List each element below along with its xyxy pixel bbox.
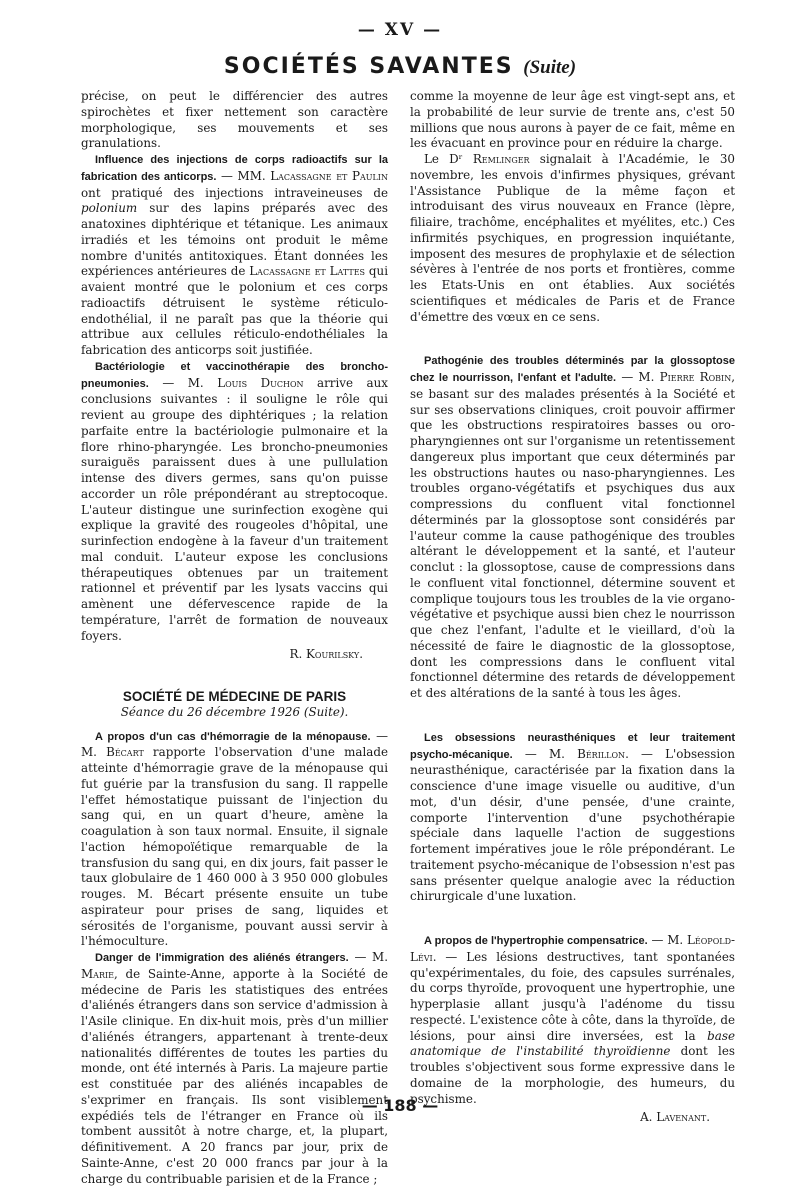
title-text: SOCIÉTÉS SAVANTES <box>223 54 514 79</box>
right-column <box>410 89 735 1126</box>
page-number: — 188 — <box>361 1096 439 1115</box>
article-glossoptose: Pathogénie des troubles déterminés par la glossoptose chez le nourrisson, l'enfant et l'adulte. — M. Pierre Robin, se basant sur des malades présentés à la Société et sur ses observations cliniques, croit pouvoir affirmer que les obstructions respiratoires basses ou oro-pharyngiennes ont sur l'organisme un retentissement dangereux plus important que ceux déterminés par les obstructions hautes ou naso-pharyngiennes. Les troubles organo-végétatifs et psychiques dus aux compressions du confluent vital fonctionnel déterminés par la glossoptose sont considérés par l'auteur comme la cause pathogénique des troubles altérant le développement et la santé, et l'auteur conclut : la glossoptose, cause de compressions dans le confluent vital fonctionnel, détermine souvent et complique toujours tous les troubles de la vie organo-végétative et psychique aussi bien chez le nourrisson que chez l'enfant, l'adulte et le vieillard, d'où la nécessité de faire le diagnostic de la glossoptose, dont les compressions dans le confluent vital fonctionnel détermine des retards de développement et des altérations de la santé à tous les âges. <box>410 355 736 700</box>
article-author: Remlinger <box>472 152 530 166</box>
article-author: Marie <box>81 966 114 981</box>
continued-paragraph: précise, on peut le différencier des autres spirochètes et fixer nettement son caractère morphologique, ses mouvements et ses granulations. <box>81 89 388 151</box>
article-heading: Bactériologie et vaccinothérapie des broncho-pneumonies. <box>81 360 388 390</box>
article-heading: Les obsessions neurasthéniques et leur traitement psycho-mécanique. <box>410 731 735 761</box>
continued-paragraph: comme la moyenne de leur âge est vingt-sept ans, et la probabilité de leur survie de trente ans, c'est 50 millions que nous aurons à payer de ce fait, même en les évacuant en province pour en réduire la charge. <box>410 89 735 151</box>
article-obsessions: Les obsessions neurasthéniques et leur traitement psycho-mécanique. — M. Bérillon. — L'obsession neurasthénique, caractérisée par la fixation dans la conscience d'une image visuelle ou auditive, d'un mot, d'un désir, d'une pensée, d'une crainte, comporte l'intervention d'une psychothérapie spéciale dans laquelle l'action de suggestions fortement impératives joue le rôle prépondérant. Le traitement psycho-mécanique de l'obsession n'est pas sans présenter quelque analogie avec la réduction chirurgicale d'une luxation. <box>410 731 735 904</box>
page-title <box>0 54 800 79</box>
article-immigration: Danger de l'immigration des aliénés étrangers. — M. Marie, de Sainte-Anne, apporte à la Société de médecine de Paris les statistiques des entrées d'aliénés étrangers dans son service d'admission à l'Asile clinique. En dix-huit mois, près d'un millier d'aliénés étrangers, appartenant à trente-deux nationalités différentes de toutes les parties du monde, ont été internés à Paris. La majeure partie est constituée par des aliénés incapables de s'exprimer en français. Ils sont visiblement expédiés tels de l'étranger en France où ils tombent aussitôt à notre charge, et, la plupart, définitivement. A 20 francs par jour, prix de Sainte-Anne, c'est 20 000 francs par jour à la charge du contribuable parisien et de la France ; <box>81 950 388 1186</box>
signature-lavenant: A. Lavenant. <box>640 1110 710 1125</box>
article-heading: Pathogénie des troubles déterminés par la glossoptose chez le nourrisson, l'enfant et l'adulte. <box>410 355 735 384</box>
paragraph-remlinger: Le Dʳ Remlinger signalait à l'Académie, le 30 novembre, les envois d'infirmes physiques, grévant l'Assistance Publique de la même façon et introduisant des virus nouveaux en France (lèpre, filiaire, trachôme, encéphalites et myélites, etc.) Ces infirmités psychiques, en progression inquiétante, imposent des mesures de prophylaxie et de sélection sévères à l'entrée de nos ports et frontières, comme les Etats-Unis en ont établies. Aux sociétés scientifiques et médicales de Paris et de France d'émettre des vœux en ce sens. <box>410 152 735 324</box>
title-suffix: (Suite) <box>523 57 577 78</box>
article-author: Pierre Robin <box>659 370 732 384</box>
article-author: Lacassagne et Paulin <box>270 168 388 183</box>
article-hypertrophie: A propos de l'hypertrophie compensatrice. — M. Léopold-Lévi. — Les lésions destructives, tant spontanées qu'expérimentales, du foie, des capsules surrénales, du corps thyroïde, provoquent une hypertrophie, une hyperplasie allant jusqu'à l'adénome du tissu respecté. L'existence côte à côte, dans la thyroïde, de lésions, pour ainsi dire inversées, est la base anatomique de l'instabilité thyroïdienne dont les troubles s'objectivent sous forme expressive dans le domaine de la morphologie, des humeurs, du psychisme. <box>410 933 735 1106</box>
article-author: Léopold-Lévi <box>410 933 735 964</box>
article-heading: Influence des injections de corps radioactifs sur la fabrication des anticorps. <box>81 154 388 183</box>
section-title: SOCIÉTÉ DE MÉDECINE DE PARIS <box>122 689 347 704</box>
signature-kourilsky: R. Kourilsky. <box>289 647 363 662</box>
section-subtitle: Séance du 26 décembre 1926 (Suite). <box>120 704 349 719</box>
article-heading: Danger de l'immigration des aliénés étrangers. <box>95 952 349 964</box>
article-broncho-pneumonies: Bactériologie et vaccinothérapie des broncho-pneumonies. — M. Louis Duchon arrive aux conclusions suivantes : il souligne le rôle qui revient au groupe des diphtériques ; la relation parfaite entre la bactériologie pulmonaire et la flore rhino-pharyngée. Les broncho-pneumonies suraiguës paraissent dues à une pullulation intense des divers germes, sans qu'on puisse accorder un rôle prépondérant au streptocoque. L'auteur distingue une surinfection exogène qui explique la gravité des rougeoles d'hôpital, une surinfection endogène à la faveur d'un traitement mal conduit. L'auteur expose les conclusions thérapeutiques obtenues par un traitement rationnel et préventif par les lysats vaccins qui amènent une défervescence rapide de la température, l'arrêt de formation de nouveaux foyers. <box>81 360 388 643</box>
article-author: Louis Duchon <box>217 375 304 390</box>
article-radioactifs: Influence des injections de corps radioactifs sur la fabrication des anticorps. — MM. Lacassagne et Paulin ont pratiqué des injections intraveineuses de polonium sur des lapins préparés avec des anatoxines diphtérique et tétanique. Les animaux irradiés et les témoins ont produit le même nombre d'unités antitoxiques. Étant données les expériences antérieures de Lacassagne et Lattes qui avaient montré que le polonium et ces corps radioactifs détruisent le système réticulo-endothélial, il ne paraît pas que la théorie qui attribue aux cellules réticulo-endothéliales la fabrication des anticorps soit justifiée. <box>81 154 388 357</box>
left-column <box>81 89 388 1187</box>
article-author: Bécart <box>106 745 144 760</box>
article-heading: A propos de l'hypertrophie compensatrice. <box>424 935 648 947</box>
page-roman-numeral: — XV — <box>357 20 443 40</box>
article-heading: A propos d'un cas d'hémorragie de la ménopause. <box>95 730 371 743</box>
article-author: Bérillon <box>577 746 626 761</box>
article-author: Lacassagne et Lattes <box>249 264 366 279</box>
article-menopause: A propos d'un cas d'hémorragie de la ménopause. — M. Bécart rapporte l'observation d'une malade atteinte d'hémorragie grave de la ménopause qui fut guérie par la transfusion du sang. Il rappelle l'effet hémostatique puissant de l'injection du sang qui, en un quart d'heure, amène la coagulation à son taux normal. Ensuite, il signale l'action hémopoïétique remarquable de la transfusion du sang qui, en dix jours, fait passer le taux globulaire de 1 460 000 à 3 950 000 globules rouges. M. Bécart présente ensuite un tube aspirateur pour prises de sang, liquides et sérosités de l'organisme, pouvant aussi servir à l'hémoculture. <box>81 728 388 949</box>
